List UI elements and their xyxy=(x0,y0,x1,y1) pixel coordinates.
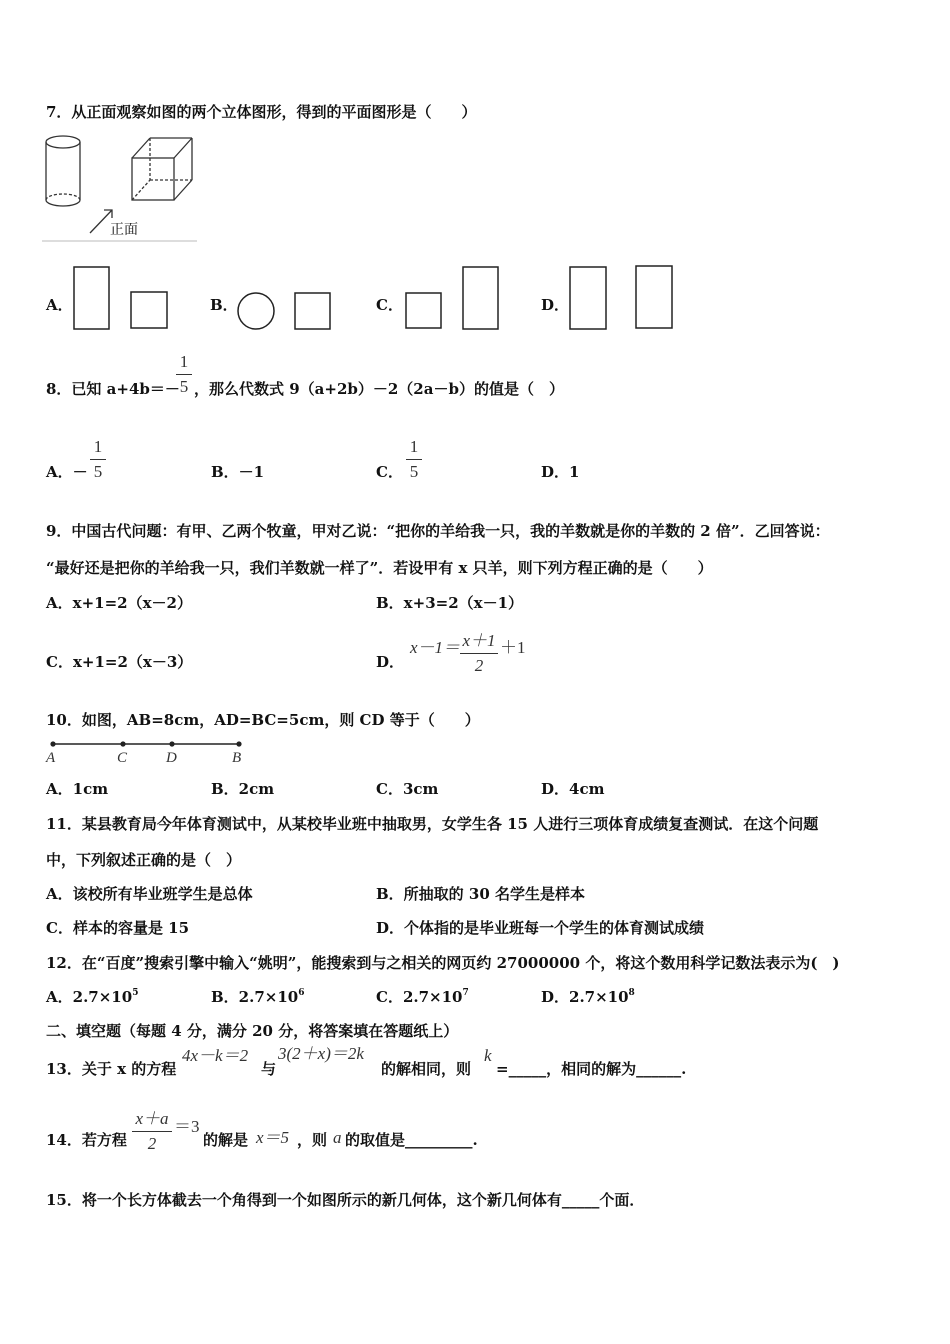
q10-stem: 10．如图，AB=8cm，AD=BC=5cm，则 CD 等于（ ） xyxy=(46,711,480,729)
section2-title: 二、填空题（每题 4 分，满分 20 分，将答案填在答题纸上） xyxy=(46,1022,459,1040)
q12-option-a-base: A．2.7×10 xyxy=(46,988,133,1006)
cube-shape xyxy=(132,138,192,200)
q13-post1: 的解相同，则 xyxy=(381,1060,472,1078)
q15-stem: 15．将一个长方体截去一个角得到一个如图所示的新几何体，这个新几何体有_____个面． xyxy=(46,1191,645,1209)
q9-option-d-label: D． xyxy=(376,653,405,671)
q9-option-b: B．x+3=2（x－1） xyxy=(376,594,524,612)
q7-option-c-figure xyxy=(402,265,502,333)
q12-option-d-base: D．2.7×10 xyxy=(541,988,629,1006)
q10-point-d: D xyxy=(166,750,177,766)
q14-sol: x＝5 xyxy=(256,1128,290,1147)
q14-var: a xyxy=(333,1128,342,1147)
q13-post2: =_____，相同的解为______. xyxy=(496,1060,687,1078)
q14-post: 的取值是_________. xyxy=(345,1131,478,1149)
q9-option-d-rhs: ＋1 xyxy=(500,638,526,657)
q10-option-c: C．3cm xyxy=(376,780,439,798)
q12-option-b-base: B．2.7×10 xyxy=(211,988,299,1006)
q10-option-d: D．4cm xyxy=(541,780,605,798)
q7-option-a-figure xyxy=(72,265,172,333)
q7-stem: 7．从正面观察如图的两个立体图形，得到的平面图形是（ ） xyxy=(46,103,477,121)
q12-option-c-exp: 7 xyxy=(462,988,469,998)
q8-fraction xyxy=(176,352,192,397)
q7-option-b-label: B． xyxy=(210,296,238,314)
q9-option-d-fraction xyxy=(460,626,498,676)
q13-var: k xyxy=(484,1046,492,1065)
q13-mid: 与 xyxy=(261,1060,277,1078)
q14-den: 2 xyxy=(147,1134,157,1153)
q8-option-d: D．1 xyxy=(541,463,580,481)
q8-option-a-num: 1 xyxy=(93,437,103,456)
q8-option-a-den: 5 xyxy=(93,462,103,481)
q11-option-c: C．样本的容量是 15 xyxy=(46,919,190,937)
q13-eq1: 4x－k＝2 xyxy=(182,1046,249,1065)
q12-option-d-exp: 8 xyxy=(628,988,635,998)
q11-line2: 中，下列叙述正确的是（ ） xyxy=(46,851,242,869)
q12-option-b xyxy=(211,987,304,1010)
q11-line1: 11．某县教育局今年体育测试中，从某校毕业班中抽取男，女学生各 15 人进行三项体育成绩复查测试．在这个问题 xyxy=(46,815,819,833)
q7-option-d-label: D． xyxy=(541,296,570,314)
q14-mid2: ，则 xyxy=(297,1131,328,1149)
q7-option-a-label: A． xyxy=(46,296,73,314)
q9-option-d-lhs: x－1＝ xyxy=(410,638,461,657)
q13-pre: 13．关于 x 的方程 xyxy=(46,1060,177,1078)
q10-number-line xyxy=(46,738,246,770)
q7-option-d-figure xyxy=(566,264,678,332)
q12-option-a-exp: 5 xyxy=(132,988,139,998)
q12-stem: 12．在“百度”搜索引擎中输入“姚明”，能搜索到与之相关的网页约 27000000 个，将这个数用科学记数法表示为( ) xyxy=(46,954,840,972)
q9-option-d-num: x＋1 xyxy=(462,631,496,650)
q12-option-c xyxy=(376,987,469,1010)
q14-num: x＋a xyxy=(135,1109,169,1128)
q8-option-a-label: A．－ xyxy=(46,463,88,481)
q9-line2: “最好还是把你的羊给我一只，我们羊数就一样了”．若设甲有 x 只羊，则下列方程正确的是（ ） xyxy=(46,559,713,577)
q11-option-b: B．所抽取的 30 名学生是样本 xyxy=(376,885,585,903)
q8-option-a-fraction xyxy=(90,437,106,482)
q8-option-c-den: 5 xyxy=(409,462,419,481)
cylinder-shape xyxy=(46,136,80,206)
q11-option-a: A．该校所有毕业班学生是总体 xyxy=(46,885,253,903)
q12-option-a xyxy=(46,987,138,1010)
q10-point-c: C xyxy=(117,750,128,766)
q8-option-c-label: C． xyxy=(376,463,403,481)
q9-option-a: A．x+1=2（x－2） xyxy=(46,594,192,612)
q8-frac-num: 1 xyxy=(179,352,189,371)
q14-rhs: ＝3 xyxy=(174,1117,200,1136)
q7-option-b-figure xyxy=(236,290,336,332)
q8-option-c-fraction xyxy=(406,437,422,482)
q14-mid1: 的解是 xyxy=(203,1131,249,1149)
front-label: 正面 xyxy=(110,222,138,238)
q8-frac-den: 5 xyxy=(179,377,189,396)
q8-option-b: B．－1 xyxy=(211,463,265,481)
q8-option-c-num: 1 xyxy=(409,437,419,456)
q13-eq2: 3(2＋x)＝2k xyxy=(278,1044,364,1063)
q10-point-b: B xyxy=(232,750,242,766)
q10-option-b: B．2cm xyxy=(211,780,275,798)
arrow-icon xyxy=(90,210,112,233)
q10-option-a: A．1cm xyxy=(46,780,109,798)
q12-option-d xyxy=(541,987,635,1010)
q7-option-c-label: C． xyxy=(376,296,403,314)
q12-option-c-base: C．2.7×10 xyxy=(376,988,463,1006)
q8-stem-post: ，那么代数式 9（a+2b）－2（2a－b）的值是（ ） xyxy=(194,380,564,398)
q10-point-a: A xyxy=(46,750,56,766)
q14-pre: 14．若方程 xyxy=(46,1131,127,1149)
q8-stem-pre: 8．已知 a+4b＝－ xyxy=(46,380,180,398)
q12-option-b-exp: 6 xyxy=(298,988,305,998)
q9-option-d-den: 2 xyxy=(474,656,484,675)
q14-fraction xyxy=(132,1104,172,1154)
q9-line1: 9．中国古代问题：有甲、乙两个牧童，甲对乙说：“把你的羊给我一只，我的羊数就是你的羊数的 2 倍”．乙回答说： xyxy=(46,522,830,540)
q11-option-d: D．个体指的是毕业班每一个学生的体育测试成绩 xyxy=(376,919,705,937)
q9-option-c: C．x+1=2（x－3） xyxy=(46,653,193,671)
